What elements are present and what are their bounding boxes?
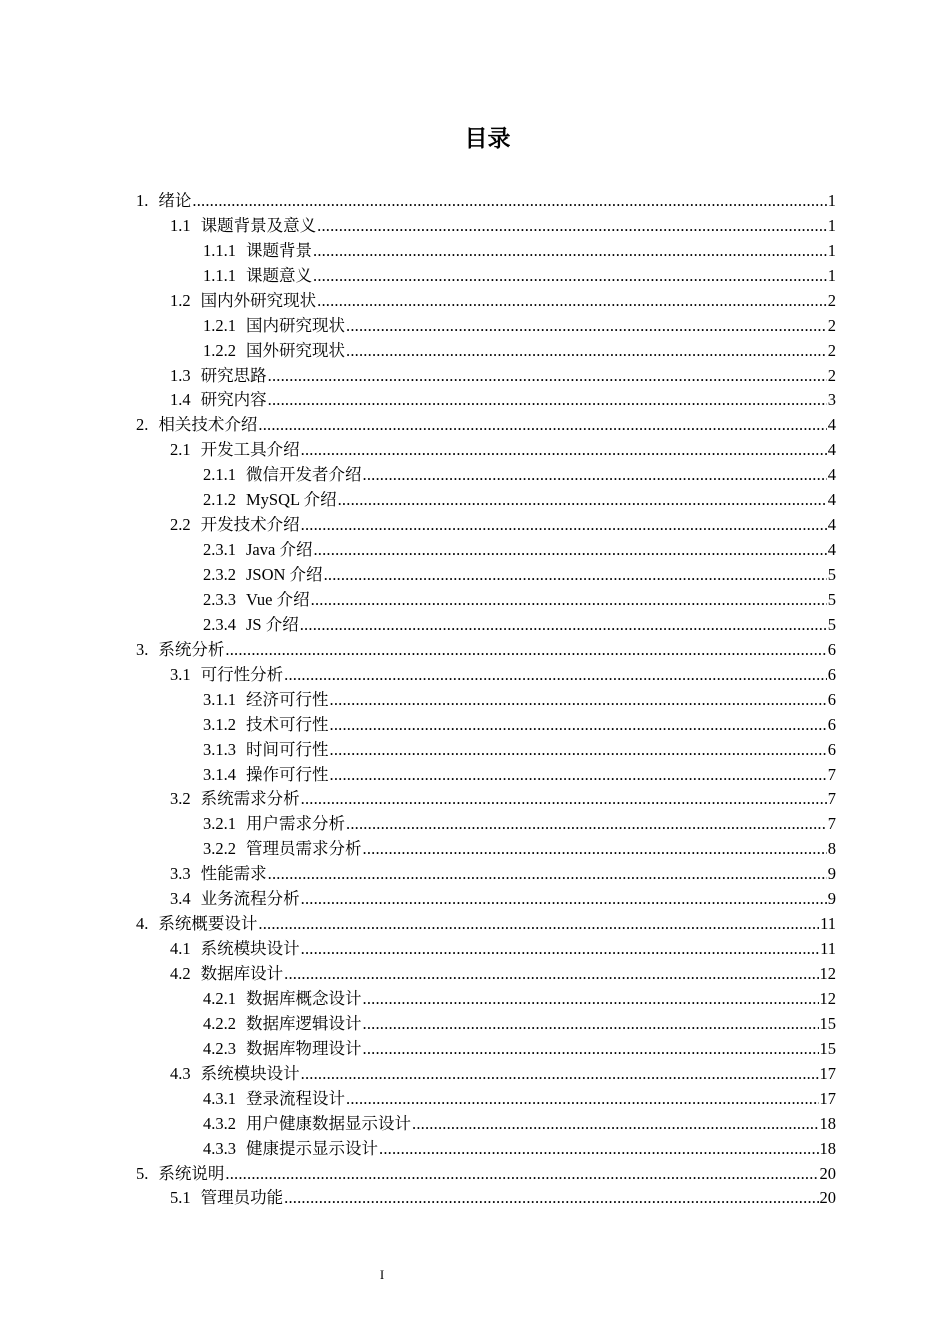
toc-entry-title: 业务流程分析 xyxy=(200,889,300,909)
toc-entry-title: 系统模块设计 xyxy=(200,1063,300,1083)
toc-entry-title: 研究内容 xyxy=(200,390,267,410)
toc-entry-page: 1 xyxy=(827,190,836,210)
toc-entry-number: 4.3.1 xyxy=(203,1088,236,1108)
toc-entry-page: 4 xyxy=(827,465,836,485)
toc-entry[interactable] xyxy=(0,212,950,237)
toc-entry-title: 技术可行性 xyxy=(246,714,329,734)
toc-entry-number: 2.1.1 xyxy=(203,465,236,485)
toc-entry-label xyxy=(170,215,316,237)
toc-entry-label xyxy=(136,913,257,935)
toc-entry-title: 绪论 xyxy=(158,190,192,210)
toc-entry[interactable] xyxy=(0,661,950,686)
toc-entry[interactable] xyxy=(0,262,950,287)
dot-leader xyxy=(317,290,827,312)
toc-entry-title: 数据库逻辑设计 xyxy=(246,1013,362,1033)
toc-entry[interactable] xyxy=(0,1060,950,1085)
toc-entry[interactable] xyxy=(0,1035,950,1060)
dot-leader xyxy=(313,265,827,287)
toc-entry-page: 18 xyxy=(819,1113,836,1133)
toc-entry-title: 系统模块设计 xyxy=(200,939,300,959)
toc-entry-label xyxy=(136,190,191,212)
toc-entry-page: 2 xyxy=(827,315,836,335)
toc-entry[interactable] xyxy=(0,436,950,461)
table-of-contents xyxy=(0,187,950,1209)
toc-entry-label xyxy=(203,464,362,486)
toc-entry[interactable] xyxy=(0,736,950,761)
dot-leader xyxy=(379,1138,819,1160)
dot-leader xyxy=(313,539,826,561)
toc-entry-title: Vue 介绍 xyxy=(246,589,310,609)
toc-entry-label xyxy=(203,614,299,636)
dot-leader xyxy=(301,1063,819,1085)
toc-entry-label xyxy=(136,639,224,661)
toc-entry-number: 4.3.3 xyxy=(203,1138,236,1158)
toc-entry-label xyxy=(203,1113,411,1135)
toc-entry[interactable] xyxy=(0,910,950,935)
dot-leader xyxy=(317,215,827,237)
toc-entry[interactable] xyxy=(0,461,950,486)
toc-entry-title: 用户需求分析 xyxy=(246,814,345,834)
dot-leader xyxy=(284,664,827,686)
toc-entry-page: 6 xyxy=(827,689,836,709)
toc-entry-title: 微信开发者介绍 xyxy=(246,465,362,485)
toc-entry-page: 6 xyxy=(827,714,836,734)
toc-entry-number: 3.1.1 xyxy=(203,689,236,709)
toc-entry-title: JSON 介绍 xyxy=(246,565,323,584)
toc-entry-page: 4 xyxy=(827,440,836,460)
toc-entry-number: 1.1.1 xyxy=(203,240,236,260)
toc-entry-number: 3.1.3 xyxy=(203,739,236,759)
toc-entry-number: 2.1 xyxy=(170,440,191,460)
toc-entry[interactable] xyxy=(0,287,950,312)
toc-entry-title: 国内研究现状 xyxy=(246,315,345,335)
dot-leader xyxy=(225,639,826,661)
toc-entry-page: 5 xyxy=(827,589,836,609)
toc-entry-label xyxy=(170,439,300,461)
toc-entry-page: 1 xyxy=(827,265,836,285)
toc-entry-label xyxy=(203,1013,362,1035)
toc-entry-number: 1.2.1 xyxy=(203,315,236,335)
toc-entry-title: 管理员功能 xyxy=(200,1188,284,1208)
toc-entry[interactable] xyxy=(0,187,950,212)
toc-entry-label xyxy=(136,1163,224,1185)
dot-leader xyxy=(268,365,827,387)
dot-leader xyxy=(330,764,827,786)
toc-entry-number: 4.2 xyxy=(170,964,191,983)
toc-entry[interactable] xyxy=(0,1185,950,1210)
toc-entry-page: 4 xyxy=(827,490,836,510)
toc-entry[interactable] xyxy=(0,985,950,1010)
toc-entry-page: 11 xyxy=(820,939,836,959)
toc-entry-title: 管理员需求分析 xyxy=(246,839,362,859)
dot-leader xyxy=(301,514,827,536)
toc-entry-number: 1.1.1 xyxy=(203,265,236,285)
toc-entry-label xyxy=(170,365,267,387)
toc-entry-page: 2 xyxy=(827,290,836,310)
toc-entry-label xyxy=(203,714,329,736)
toc-entry-label xyxy=(203,539,312,561)
toc-entry-page: 4 xyxy=(827,515,836,535)
toc-entry-label xyxy=(203,240,312,262)
toc-entry[interactable] xyxy=(0,536,950,561)
toc-entry-label xyxy=(170,963,283,985)
toc-entry-title: 系统概要设计 xyxy=(158,914,258,934)
toc-entry-label xyxy=(170,938,300,960)
toc-entry-label xyxy=(170,888,300,910)
dot-leader xyxy=(258,913,819,935)
toc-entry[interactable] xyxy=(0,337,950,362)
toc-entry-label xyxy=(203,764,329,786)
toc-entry-label xyxy=(170,863,267,885)
toc-entry-label xyxy=(170,1187,283,1209)
toc-entry-title: 系统说明 xyxy=(158,1163,225,1183)
dot-leader xyxy=(363,464,827,486)
toc-entry-page: 3 xyxy=(827,390,836,410)
toc-entry-title: 时间可行性 xyxy=(246,739,329,759)
toc-entry-label xyxy=(203,315,345,337)
toc-entry[interactable] xyxy=(0,810,950,835)
dot-leader xyxy=(330,739,827,761)
toc-entry-number: 3.2.2 xyxy=(203,839,236,859)
toc-entry[interactable] xyxy=(0,387,950,412)
toc-entry-page: 2 xyxy=(827,340,836,360)
toc-entry-title: 开发技术介绍 xyxy=(200,515,300,535)
dot-leader xyxy=(284,1187,818,1209)
toc-entry-page: 6 xyxy=(827,739,836,759)
toc-entry[interactable] xyxy=(0,1135,950,1160)
toc-entry-label xyxy=(203,489,337,511)
toc-entry[interactable] xyxy=(0,761,950,786)
toc-entry-number: 3.1 xyxy=(170,664,191,684)
dot-leader xyxy=(301,439,827,461)
toc-entry-title: 开发工具介绍 xyxy=(200,440,300,460)
toc-entry[interactable] xyxy=(0,885,950,910)
toc-entry-title: MySQL 介绍 xyxy=(246,490,337,510)
toc-entry[interactable] xyxy=(0,1085,950,1110)
dot-leader xyxy=(311,589,827,611)
toc-entry-number: 3.1.4 xyxy=(203,764,236,784)
dot-leader xyxy=(268,389,827,411)
toc-entry-number: 2.3.3 xyxy=(203,589,236,609)
toc-entry-label xyxy=(170,290,316,312)
toc-entry-number: 5.1 xyxy=(170,1188,191,1208)
toc-entry-label xyxy=(203,838,362,860)
toc-entry[interactable] xyxy=(0,561,950,586)
toc-entry-number: 4.3.2 xyxy=(203,1113,236,1133)
toc-entry-title: 操作可行性 xyxy=(246,764,329,784)
toc-entry-page: 7 xyxy=(827,789,836,809)
toc-entry-number: 1.1 xyxy=(170,215,191,235)
toc-entry[interactable] xyxy=(0,237,950,262)
toc-entry-label xyxy=(170,664,283,686)
toc-entry-label xyxy=(203,1038,362,1060)
toc-entry-label xyxy=(170,788,300,810)
toc-entry-number: 3.2.1 xyxy=(203,814,236,834)
toc-entry-number: 3.2 xyxy=(170,789,191,809)
toc-entry-title: 课题意义 xyxy=(246,265,312,285)
toc-entry-label xyxy=(203,689,329,711)
toc-entry-page: 1 xyxy=(827,240,836,260)
toc-entry-title: 经济可行性 xyxy=(246,689,329,709)
toc-entry-number: 2.1.2 xyxy=(203,490,236,510)
toc-entry[interactable] xyxy=(0,611,950,636)
toc-entry-title: 用户健康数据显示设计 xyxy=(246,1113,411,1133)
dot-leader xyxy=(324,564,827,586)
toc-entry[interactable] xyxy=(0,312,950,337)
toc-entry-title: 性能需求 xyxy=(200,864,267,884)
toc-entry-number: 3.1.2 xyxy=(203,714,236,734)
toc-entry[interactable] xyxy=(0,586,950,611)
toc-entry[interactable] xyxy=(0,835,950,860)
toc-entry-number: 2.3.4 xyxy=(203,614,236,634)
dot-leader xyxy=(412,1113,819,1135)
toc-entry-page: 15 xyxy=(819,1038,836,1058)
toc-entry-page: 20 xyxy=(819,1163,836,1183)
toc-entry[interactable] xyxy=(0,1010,950,1035)
toc-entry-page: 12 xyxy=(819,988,836,1008)
toc-entry-page: 12 xyxy=(819,964,836,983)
toc-entry-number: 1. xyxy=(136,190,149,210)
toc-entry-title: 数据库设计 xyxy=(200,964,284,983)
toc-entry[interactable] xyxy=(0,860,950,885)
dot-leader xyxy=(346,1088,819,1110)
dot-leader xyxy=(284,963,818,985)
toc-entry-label xyxy=(203,813,345,835)
dot-leader xyxy=(258,414,826,436)
toc-entry-page: 5 xyxy=(827,565,836,584)
dot-leader xyxy=(301,938,819,960)
toc-entry-title: 登录流程设计 xyxy=(246,1088,345,1108)
dot-leader xyxy=(330,689,827,711)
toc-entry[interactable] xyxy=(0,636,950,661)
toc-entry-number: 4.2.1 xyxy=(203,988,236,1008)
toc-entry[interactable] xyxy=(0,786,950,811)
toc-entry-label xyxy=(203,340,345,362)
toc-entry-page: 6 xyxy=(827,664,836,684)
toc-entry[interactable] xyxy=(0,486,950,511)
toc-entry-label xyxy=(203,1088,345,1110)
toc-entry-number: 3. xyxy=(136,639,149,659)
toc-entry[interactable] xyxy=(0,362,950,387)
toc-entry-page: 18 xyxy=(819,1138,836,1158)
toc-entry-title: Java 介绍 xyxy=(246,540,313,560)
toc-entry[interactable] xyxy=(0,711,950,736)
toc-entry-page: 8 xyxy=(827,839,836,859)
toc-entry[interactable] xyxy=(0,960,950,985)
toc-entry-label xyxy=(203,988,362,1010)
page-number: I xyxy=(379,1267,385,1282)
toc-entry-page: 2 xyxy=(827,365,836,385)
toc-entry-label xyxy=(170,389,267,411)
toc-entry-number: 1.2 xyxy=(170,290,191,310)
toc-entry-number: 1.4 xyxy=(170,390,191,410)
toc-entry-label xyxy=(170,514,300,536)
dot-leader xyxy=(301,888,827,910)
toc-entry-number: 2. xyxy=(136,415,149,435)
toc-entry-title: 可行性分析 xyxy=(200,664,284,684)
toc-entry-label xyxy=(203,564,323,586)
toc-entry-page: 15 xyxy=(819,1013,836,1033)
dot-leader xyxy=(300,614,827,636)
toc-entry[interactable] xyxy=(0,935,950,960)
toc-entry-label xyxy=(203,265,312,287)
dot-leader xyxy=(192,190,826,212)
toc-entry-title: 国内外研究现状 xyxy=(200,290,317,310)
toc-entry-page: 5 xyxy=(827,614,836,634)
toc-entry-number: 4.1 xyxy=(170,939,191,959)
toc-entry-page: 11 xyxy=(820,914,836,934)
toc-entry-number: 2.2 xyxy=(170,515,191,535)
toc-entry-page: 7 xyxy=(827,814,836,834)
toc-entry[interactable] xyxy=(0,1110,950,1135)
toc-entry-title: 健康提示显示设计 xyxy=(246,1138,378,1158)
toc-entry-title: 课题背景 xyxy=(246,240,312,260)
toc-entry-page: 20 xyxy=(819,1188,836,1208)
dot-leader xyxy=(330,714,827,736)
dot-leader xyxy=(225,1163,818,1185)
toc-entry-page: 17 xyxy=(819,1088,836,1108)
toc-entry-number: 4.3 xyxy=(170,1063,191,1083)
toc-entry-label xyxy=(136,414,257,436)
toc-entry-number: 2.3.2 xyxy=(203,565,236,584)
toc-entry-title: 数据库概念设计 xyxy=(246,988,362,1008)
dot-leader xyxy=(363,988,819,1010)
toc-entry-label xyxy=(203,589,310,611)
dot-leader xyxy=(338,489,827,511)
dot-leader xyxy=(363,1038,819,1060)
toc-entry-page: 4 xyxy=(827,540,836,560)
toc-entry-number: 4.2.2 xyxy=(203,1013,236,1033)
toc-entry-number: 3.3 xyxy=(170,864,191,884)
toc-entry-page: 9 xyxy=(827,889,836,909)
toc-entry-title: 课题背景及意义 xyxy=(200,215,317,235)
toc-entry[interactable] xyxy=(0,1160,950,1185)
toc-entry-number: 1.3 xyxy=(170,365,191,385)
dot-leader xyxy=(363,1013,819,1035)
toc-entry-number: 3.4 xyxy=(170,889,191,909)
toc-entry-page: 9 xyxy=(827,864,836,884)
toc-entry-number: 4. xyxy=(136,914,149,934)
toc-entry[interactable] xyxy=(0,686,950,711)
toc-entry-label xyxy=(203,1138,378,1160)
toc-entry-number: 2.3.1 xyxy=(203,540,236,560)
toc-title: 目录 xyxy=(464,126,511,152)
dot-leader xyxy=(346,315,827,337)
toc-entry-page: 4 xyxy=(827,415,836,435)
toc-entry-title: 相关技术介绍 xyxy=(158,415,258,435)
toc-entry-title: 系统分析 xyxy=(158,639,225,659)
dot-leader xyxy=(346,340,827,362)
toc-entry-number: 1.2.2 xyxy=(203,340,236,360)
toc-entry-title: 国外研究现状 xyxy=(246,340,345,360)
toc-entry-page: 17 xyxy=(819,1063,836,1083)
dot-leader xyxy=(313,240,827,262)
toc-entry-page: 7 xyxy=(827,764,836,784)
toc-entry-number: 5. xyxy=(136,1163,149,1183)
toc-entry-title: 数据库物理设计 xyxy=(246,1038,362,1058)
toc-entry[interactable] xyxy=(0,411,950,436)
toc-entry-page: 1 xyxy=(827,215,836,235)
dot-leader xyxy=(346,813,827,835)
dot-leader xyxy=(301,788,827,810)
toc-entry-title: JS 介绍 xyxy=(246,614,299,634)
toc-entry-title: 研究思路 xyxy=(200,365,267,385)
toc-entry[interactable] xyxy=(0,511,950,536)
dot-leader xyxy=(363,838,827,860)
toc-entry-title: 系统需求分析 xyxy=(200,789,300,809)
toc-entry-label xyxy=(203,739,329,761)
toc-entry-label xyxy=(170,1063,300,1085)
dot-leader xyxy=(268,863,827,885)
toc-entry-page: 6 xyxy=(827,639,836,659)
toc-entry-number: 4.2.3 xyxy=(203,1038,236,1058)
